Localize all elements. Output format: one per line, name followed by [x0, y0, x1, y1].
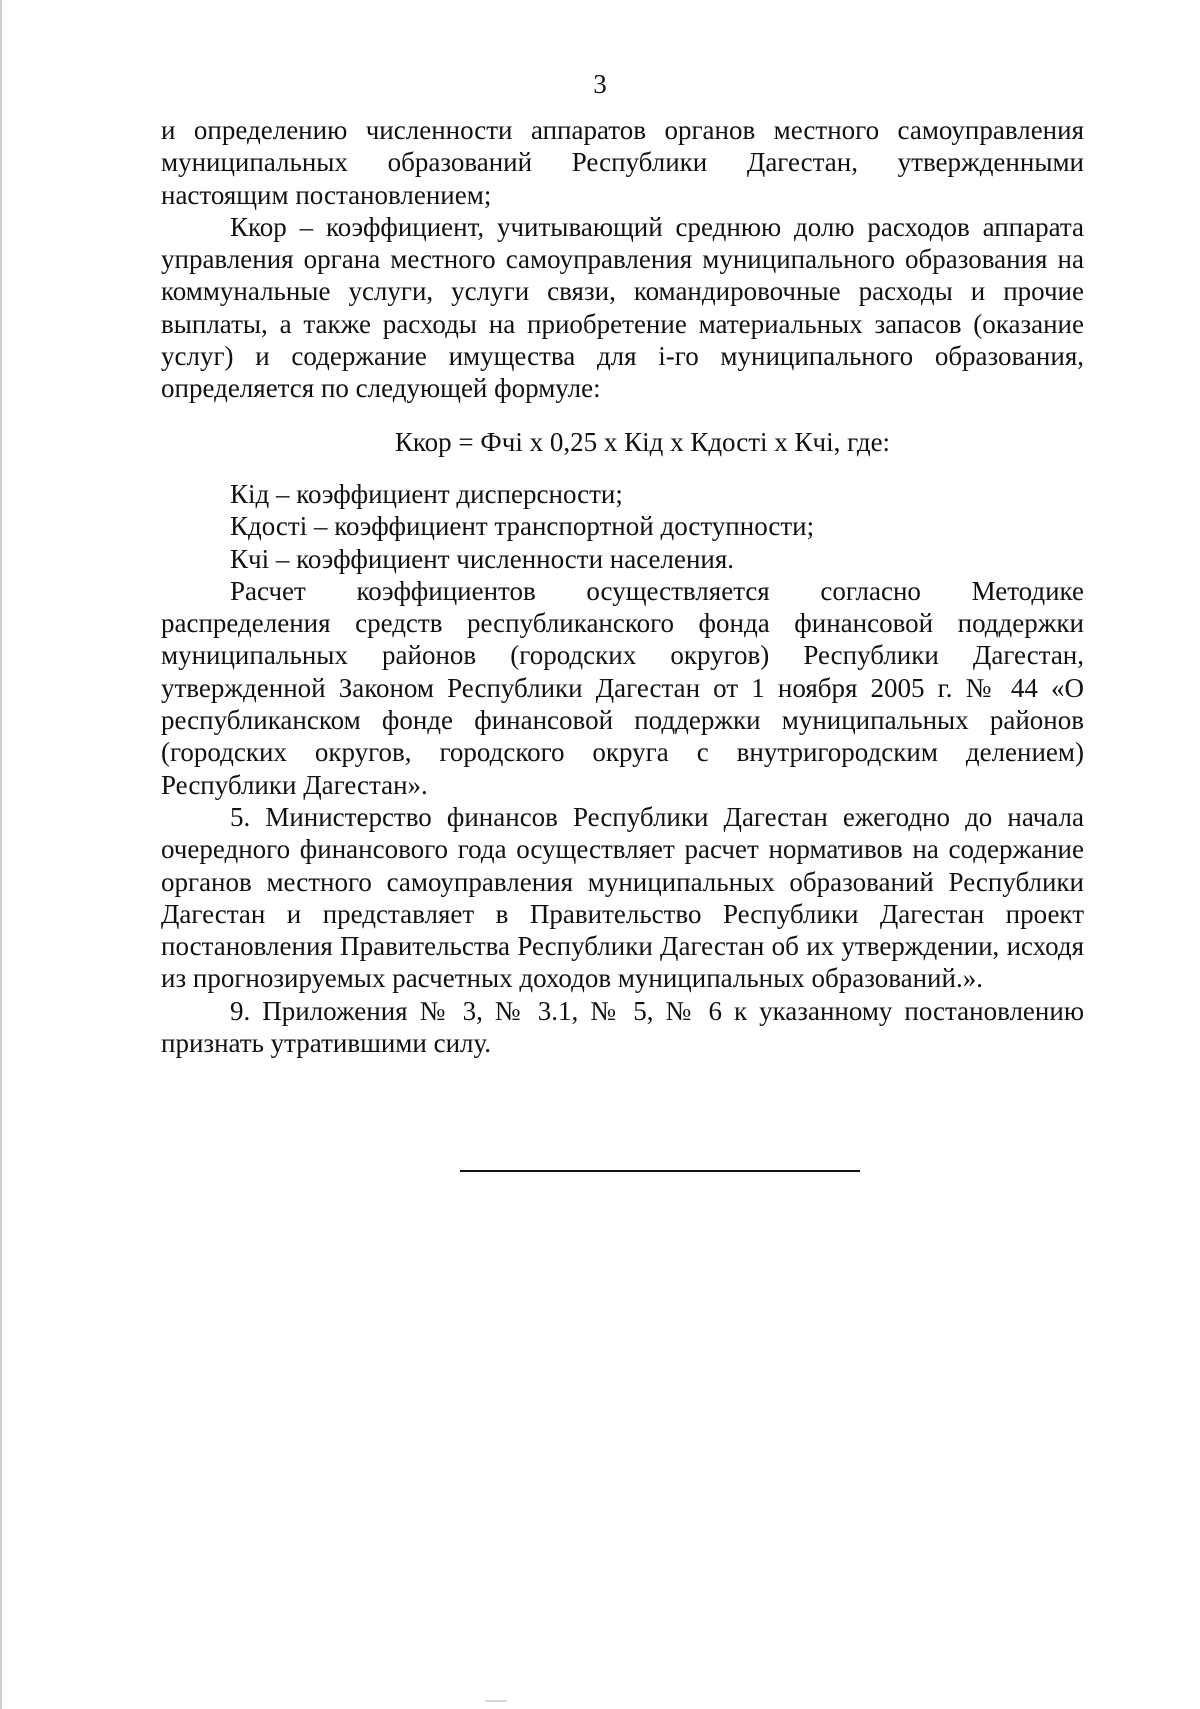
definition-kid: Кід – коэффициент дисперсности; [230, 478, 623, 509]
document-body [161, 114, 1084, 1059]
page-edge-line [0, 0, 2, 1709]
page-number: 3 [593, 69, 607, 99]
formula: Ккор = Фчі х 0,25 х Кід х Кдості х Кчі, где: [394, 426, 891, 457]
paragraph-calculation-method: Расчет коэффициентов осуществляется согласно Методике распределения средств республиканского фонда финансовой поддержки муниципальных районов (городских округов) Республики Дагестан, утвержденной Законом Республики Дагестан от 1 ноября 2005 г. № 44 «О республиканском фонде финансовой поддержки муниципальных районов (городских округов, городского округа с внутригородским делением) Республики Дагестан». [161, 575, 1084, 800]
paragraph-continuation: и определению численности аппаратов органов местного самоуправления муниципальных образований Республики Дагестан, утвержденными настоящим постановлением; [161, 115, 1084, 210]
paragraph-item-9: 9. Приложения № 3, № 3.1, № 5, № 6 к указанному постановлению признать утратившими силу. [161, 995, 1084, 1059]
definition-kchi: Кчі – коэффициент численности населения. [230, 543, 735, 574]
definition-kdosti: Кдості – коэффициент транспортной доступности; [230, 511, 815, 542]
paragraph-item-5: 5. Министерство финансов Республики Дагестан ежегодно до начала очередного финансового года осуществляет расчет нормативов на содержание органов местного самоуправления муниципальных образований Республики Дагестан и представляет в Правительство Республики Дагестан проект постановления Правительства Республики Дагестан об их утверждении, исходя из прогнозируемых расчетных доходов муниципальных образований.». [161, 801, 1084, 994]
scan-artifact [485, 1700, 507, 1702]
paragraph-kkor-definition: Ккор – коэффициент, учитывающий среднюю долю расходов аппарата управления органа местного самоуправления муниципального образования на коммунальные услуги, услуги связи, командировочные расходы и прочие выплаты, а также расходы на приобретение материальных запасов (оказание услуг) и содержание имущества для i-го муниципального образования, определяется по следующей формуле: [161, 211, 1084, 404]
end-separator-line [460, 1170, 860, 1172]
